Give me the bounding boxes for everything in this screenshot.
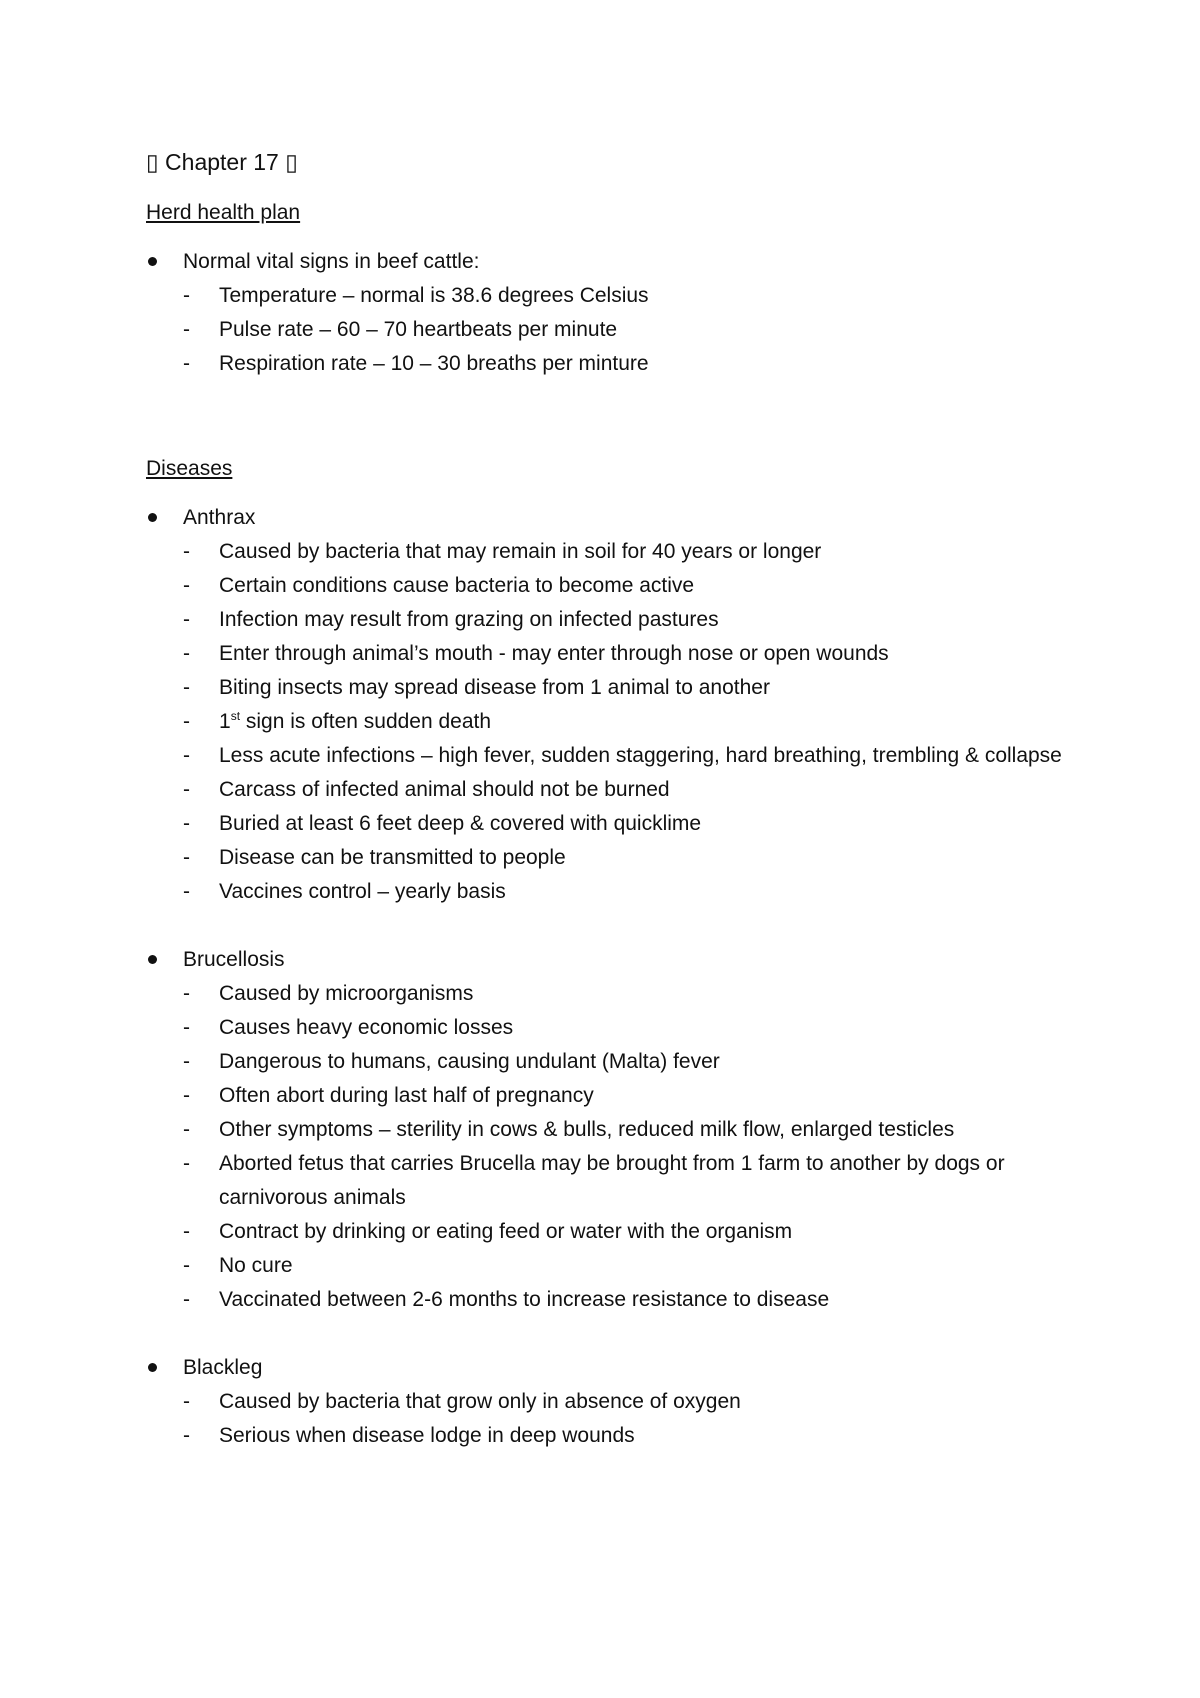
list-item — [146, 637, 1086, 671]
list-item — [146, 245, 1086, 279]
list-item — [146, 705, 1086, 739]
list-item-text: Disease can be transmitted to people — [219, 846, 566, 869]
dash-icon: - — [183, 1288, 190, 1311]
list-item-text: Temperature – normal is 38.6 degrees Celsius — [219, 284, 649, 307]
dash-icon: - — [183, 608, 190, 631]
dash-icon: - — [183, 880, 190, 903]
dash-icon: - — [183, 1424, 190, 1447]
dash-icon: - — [183, 1152, 190, 1175]
dash-icon: - — [183, 846, 190, 869]
dash-icon: - — [183, 1118, 190, 1141]
herd-health-list — [146, 245, 1086, 279]
list-item — [146, 977, 1086, 1011]
blackleg-list — [146, 1351, 1086, 1385]
list-item — [146, 535, 1086, 569]
dash-icon: - — [183, 318, 190, 341]
anthrax-list — [146, 501, 1086, 535]
dash-icon: - — [183, 676, 190, 699]
chapter-title: ▯ Chapter 17 ▯ — [146, 149, 298, 175]
list-item — [146, 807, 1086, 841]
bullet-icon — [148, 257, 157, 266]
list-item-text: Dangerous to humans, causing undulant (Malta) fever — [219, 1050, 720, 1073]
list-item — [146, 1079, 1086, 1113]
dash-icon: - — [183, 352, 190, 375]
list-item-text: Other symptoms – sterility in cows & bulls, reduced milk flow, enlarged testicles — [219, 1118, 955, 1141]
bullet-label: Blackleg — [183, 1356, 263, 1379]
list-item — [146, 1045, 1086, 1079]
dash-icon: - — [183, 1084, 190, 1107]
brucellosis-list — [146, 943, 1086, 977]
list-item-text: Caused by bacteria that grow only in absence of oxygen — [219, 1390, 741, 1413]
document-content — [146, 146, 1086, 1453]
blackleg-details — [146, 1385, 1086, 1453]
list-item — [146, 671, 1086, 705]
list-item — [146, 739, 1086, 773]
dash-icon: - — [183, 1254, 190, 1277]
list-item — [146, 1419, 1086, 1453]
list-item — [146, 1147, 1086, 1215]
dash-icon: - — [183, 778, 190, 801]
list-item — [146, 313, 1086, 347]
vital-signs-list — [146, 279, 1086, 381]
list-item-text: Enter through animal’s mouth - may enter through nose or open wounds — [219, 642, 889, 665]
bullet-icon — [148, 513, 157, 522]
list-item — [146, 1351, 1086, 1385]
list-item-text: Vaccinated between 2-6 months to increase resistance to disease — [219, 1288, 830, 1311]
dash-icon: - — [183, 1220, 190, 1243]
list-item-text: Vaccines control – yearly basis — [219, 880, 506, 903]
list-item-text: Respiration rate – 10 – 30 breaths per minture — [219, 352, 649, 375]
dash-icon: - — [183, 982, 190, 1005]
bullet-label: Anthrax — [183, 506, 256, 529]
dash-icon: - — [183, 284, 190, 307]
list-item-text — [219, 710, 491, 733]
list-item — [146, 501, 1086, 535]
list-item-text: Causes heavy economic losses — [219, 1016, 514, 1039]
list-item — [146, 347, 1086, 381]
list-item-text: Caused by microorganisms — [219, 982, 474, 1005]
list-item — [146, 1283, 1086, 1317]
list-item-text: Certain conditions cause bacteria to become active — [219, 574, 695, 597]
bullet-icon — [148, 955, 157, 964]
list-item-text: Caused by bacteria that may remain in soil for 40 years or longer — [219, 540, 822, 563]
list-item — [146, 1385, 1086, 1419]
bullet-label: Brucellosis — [183, 948, 285, 971]
list-item — [146, 1215, 1086, 1249]
list-item-text: Contract by drinking or eating feed or water with the organism — [219, 1220, 793, 1243]
dash-icon: - — [183, 744, 190, 767]
bullet-icon — [148, 1363, 157, 1372]
ordinal-suffix: st — [230, 709, 241, 723]
ordinal-number: 1 — [219, 710, 231, 733]
dash-icon: - — [183, 1390, 190, 1413]
diseases-heading: Diseases — [146, 457, 233, 480]
anthrax-details — [146, 535, 1086, 909]
list-item — [146, 1113, 1086, 1147]
list-item — [146, 1011, 1086, 1045]
list-item-text: Infection may result from grazing on infected pastures — [219, 608, 719, 631]
ordinal-rest: sign is often sudden death — [240, 710, 492, 733]
herd-health-heading: Herd health plan — [146, 201, 301, 224]
dash-icon: - — [183, 1050, 190, 1073]
list-item-text: No cure — [219, 1254, 293, 1277]
list-item-text: Serious when disease lodge in deep wounds — [219, 1424, 635, 1447]
list-item-text: Less acute infections – high fever, sudden staggering, hard breathing, trembling & collapse — [219, 744, 1062, 767]
dash-icon: - — [183, 574, 190, 597]
list-item — [146, 943, 1086, 977]
list-item — [146, 773, 1086, 807]
list-item — [146, 569, 1086, 603]
dash-icon: - — [183, 812, 190, 835]
list-item — [146, 1249, 1086, 1283]
list-item — [146, 279, 1086, 313]
list-item-text: Biting insects may spread disease from 1 animal to another — [219, 676, 770, 699]
brucellosis-details — [146, 977, 1086, 1317]
list-item — [146, 875, 1086, 909]
dash-icon: - — [183, 642, 190, 665]
list-item-text: Aborted fetus that carries Brucella may be brought from 1 farm to another by dogs or carnivorous animals — [219, 1152, 1005, 1209]
list-item — [146, 841, 1086, 875]
list-item — [146, 603, 1086, 637]
list-item-text: Buried at least 6 feet deep & covered with quicklime — [219, 812, 702, 835]
dash-icon: - — [183, 1016, 190, 1039]
list-item-text: Often abort during last half of pregnancy — [219, 1084, 594, 1107]
list-item-text: Pulse rate – 60 – 70 heartbeats per minute — [219, 318, 618, 341]
bullet-label: Normal vital signs in beef cattle: — [183, 250, 480, 273]
dash-icon: - — [183, 710, 190, 733]
list-item-text: Carcass of infected animal should not be burned — [219, 778, 670, 801]
dash-icon: - — [183, 540, 190, 563]
